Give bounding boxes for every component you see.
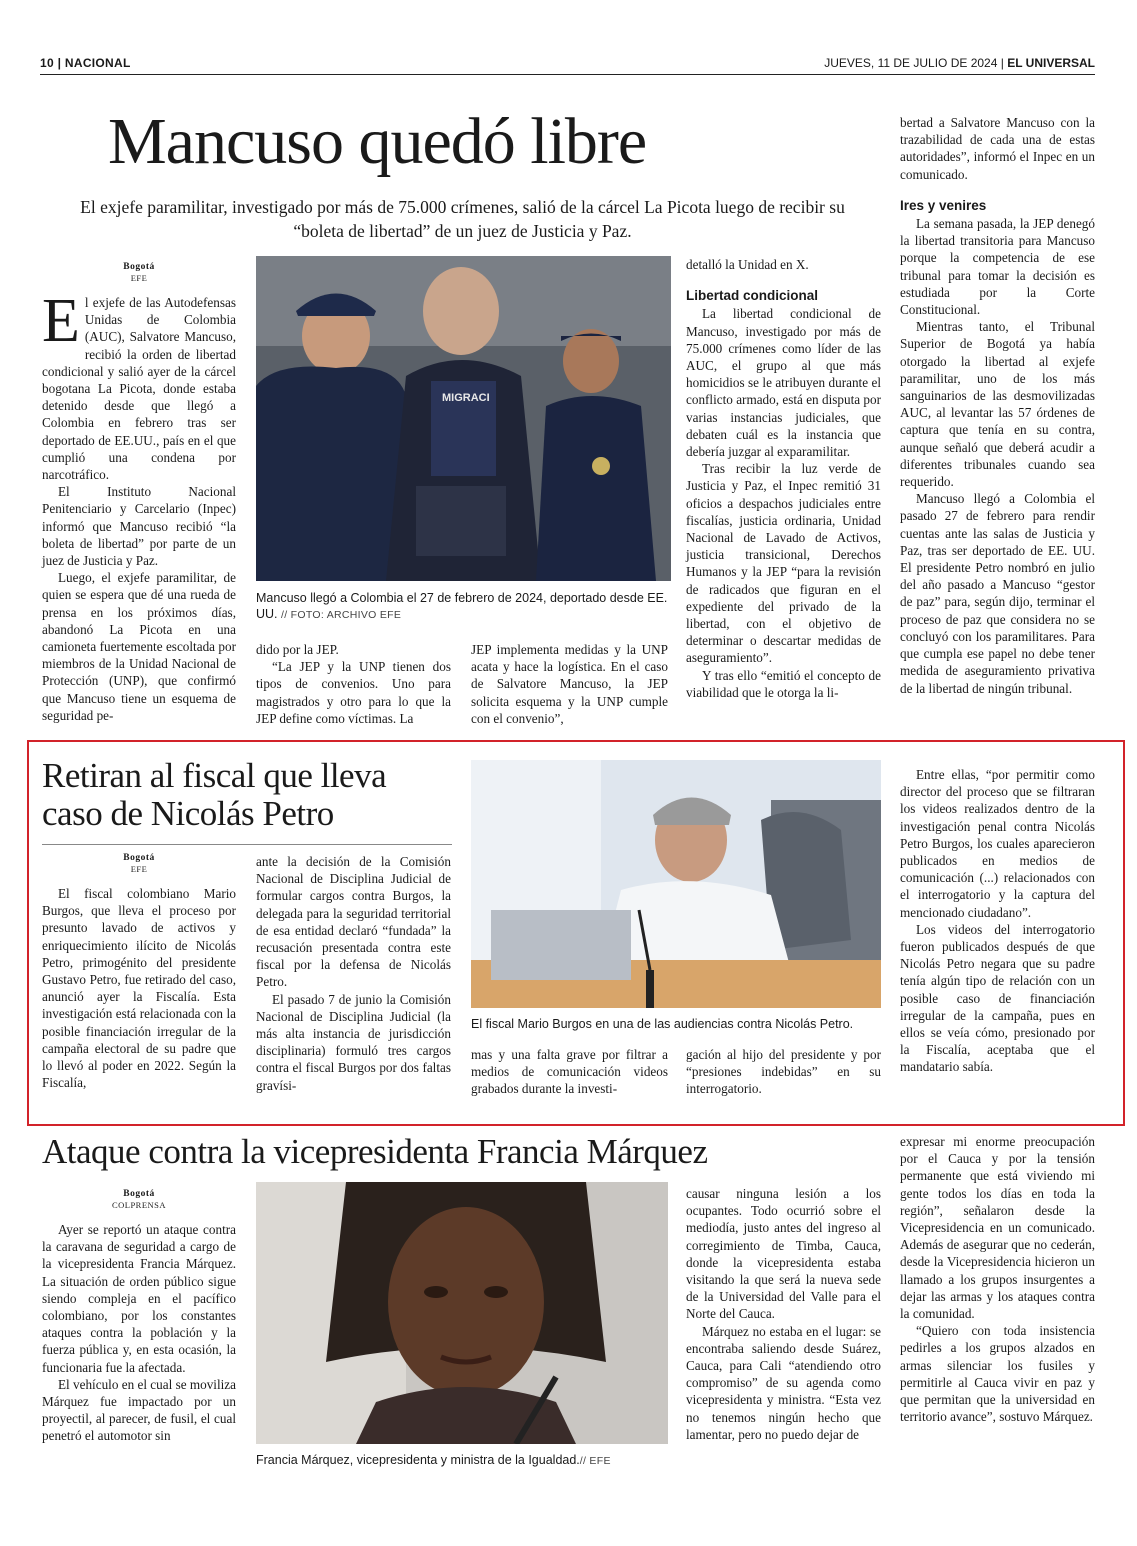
article1-column-5 — [900, 114, 1095, 697]
article2-column-1 — [42, 853, 236, 1091]
dateline-city: Bogotá — [123, 853, 155, 863]
title-line: Retiran al fiscal que lleva — [42, 756, 387, 795]
marquez-photo-caption — [256, 1452, 671, 1469]
burgos-photo-caption: El fiscal Mario Burgos en una de las audiencias contra Nicolás Petro. — [471, 1017, 854, 1031]
article3-paragraph: causar ninguna lesión a los ocupantes. Todo ocurrió sobre el mediodía, justo antes del ingreso al corregimiento de Timba, Cauca, donde la vicepresidenta estaba visitando la que será la nueva sede de la Universidad del Valle para el Norte del Cauca. — [686, 1186, 881, 1322]
caption-text: Mancuso llegó a Colombia el 27 de febrero de 2024, deportado desde EE. UU. — [256, 591, 668, 621]
article1-paragraph — [42, 287, 236, 483]
article1-subhead-libertad: Libertad condicional — [686, 288, 819, 304]
caption-text: Francia Márquez, vicepresidenta y ministra de la Igualdad. — [256, 1453, 580, 1467]
article1-paragraph: La libertad condicional de Mancuso, investigado por más de 75.000 crímenes como líder de las AUC, el grupo al que más homicidios se le atribuyen durante el conflicto armado, está en disputa por varias instancias judiciales, que debaten cuál es la instancia que debería juzgar al exparamilitar. — [686, 306, 881, 460]
article2-paragraph: mas y una falta grave por filtrar a medios de comunicación videos grabados durante la investi- — [471, 1047, 668, 1097]
article3-paragraph: Márquez no estaba en el lugar: se encontraba saliendo desde Suárez, Cauca, para Cali “atendiendo otro compromiso” de su agenda como vicepresidenta y ministra. “Esta vez no tenemos ningún hecho que lamentar, pero no puedo dejar de — [686, 1323, 881, 1442]
article2-dateline — [42, 853, 236, 875]
article2-paragraph: ante la decisión de la Comisión Nacional de Disciplina Judicial de formular cargos contra Burgos, la delegada para la seguridad territorial de esa entidad declaró “fundada” la recusación presentada contra este fiscal por la defensa de Nicolás Petro. — [256, 854, 451, 990]
dateline-agency: EFE — [130, 273, 148, 283]
article2-column-2 — [256, 853, 451, 1094]
issue-date: JUEVES, 11 DE JULIO DE 2024 — [824, 56, 998, 70]
photo-credit: // FOTO: ARCHIVO EFE — [281, 609, 402, 621]
title-line: caso de Nicolás Petro — [42, 794, 334, 833]
article3-column-5 — [900, 1133, 1095, 1425]
article1-paragraph: “La JEP y la UNP tienen dos tipos de convenios. Uno para magistrados y otro para lo que la JEP define como víctimas. La — [256, 659, 451, 726]
article2-paragraph: El fiscal colombiano Mario Burgos, que lleva el proceso por presunto lavado de activos y enriquecimiento ilícito de Nicolás Petro, primogénito del presidente Gustavo Petro, fue retirado del caso, anunció ayer la Fiscalía. Esta investigación está relacionada con la posible financiación irregular de la campaña electoral de su padre que lo llevó al poder en 2022. Según la Fiscalía, — [42, 886, 236, 1091]
dateline-city: Bogotá — [123, 262, 155, 272]
paragraph-text: l exjefe de las Autodefensas Unidas de Colombia (AUC), Salvatore Mancuso, recibió la orden de libertad condicional y salió ayer de la cárcel bogotana La Picota, donde estaba detenido desde que llegó a Colombia en febrero tras ser deportado de EE.UU., país en el que cumplió una condena por narcotráfico. — [42, 295, 236, 483]
article1-title: Mancuso quedó libre — [108, 105, 647, 178]
article2-title — [42, 757, 386, 833]
article2-paragraph: Entre ellas, “por permitir como director del proceso que se filtraran los videos realizados dentro de la investigación penal contra Nicolás Petro Burgos, los cuales aparecieron publicados en medios de comunicación (...) relacionados con el interrogatorio y la captura del mencionado ciudadano”. — [900, 767, 1095, 920]
newspaper-name: EL UNIVERSAL — [1007, 56, 1095, 70]
article3-column-4 — [686, 1185, 881, 1443]
article1-subhead-ires: Ires y venires — [900, 197, 987, 213]
burgos-photo-illustration — [471, 760, 881, 1008]
burgos-photo — [471, 760, 881, 1008]
article1-paragraph: detalló la Unidad en X. — [686, 257, 809, 272]
article3-paragraph: expresar mi enorme preocupación por el Cauca y por la tensión permanente que está viviendo mi gente todos los días en toda la región”, señalaron desde la Vicepresidencia en un comunicado. Además de asegurar que no cederán, desde la Vicepresidencia hicieron un llamado a los grupos insurgentes a dejar las armas y los ataques contra la comunidad. — [900, 1134, 1095, 1322]
article1-dateline — [42, 262, 236, 284]
article2-title-rule — [42, 844, 452, 845]
article3-title: Ataque contra la vicepresidenta Francia Márquez — [42, 1132, 708, 1171]
article1-paragraph: Mancuso llegó a Colombia el pasado 27 de febrero para rendir cuentas ante las salas de Justicia y Paz, tras ser deportado de EE. UU. El presidente Petro nombró en julio del año pasado a Mancuso “gestor de paz” para, según dijo, terminar el proceso de paz que considera no se concluyó con los paramilitares. Para que cumpla ese papel no debe tener medida de aseguramiento privativa de la libertad de ningún tribunal. — [900, 491, 1095, 696]
article1-paragraph: Mientras tanto, el Tribunal Superior de Bogotá ya había otorgado la libertad al exjefe paramilitar, uno de los más sanguinarios de las desmovilizadas AUC, al levantar las 57 órdenes de captura que tenía en su contra, aunque señaló que deberá acudir a diferentes tribunales cuando sea requerido. — [900, 319, 1095, 490]
article1-paragraph: La semana pasada, la JEP denegó la libertad transitoria para Mancuso porque la competencia de ese tribunal para tomar la decisión es estudiada por la Corte Constitucional. — [900, 216, 1095, 318]
article1-paragraph: Tras recibir la luz verde de Justicia y Paz, el Inpec remitió 31 oficios a despachos judiciales entre fiscalías, justicia ordinaria, Unidad Nacional de Lavado de Activos, justicia transicional, Derechos Humanos y la JEP “para la revisión de radicados que figuran en el expediente del privado de la libertad, con el objetivo de determinar o descartar medidas de aseguramiento”. — [686, 461, 881, 666]
page-date-header: JUEVES, 11 DE JULIO DE 2024 | EL UNIVERSAL — [824, 56, 1095, 70]
article1-column-4 — [686, 256, 881, 701]
article3-paragraph: El vehículo en el cual se moviliza Márquez fue impactado por un proyectil, al parecer, de fusil, el cual penetró el automotor sin — [42, 1376, 236, 1444]
article1-paragraph: bertad a Salvatore Mancuso con la trazabilidad de cada una de estas autoridades”, informó el Inpec en un comunicado. — [900, 115, 1095, 182]
drop-cap: E — [42, 287, 80, 355]
dateline-agency: EFE — [130, 864, 148, 874]
section-name: NACIONAL — [64, 56, 131, 70]
article1-deck: El exjefe paramilitar, investigado por más de 75.000 crímenes, salió de la cárcel La Picota luego de recibir su “boleta de libertad” de un juez de Justicia y Paz. — [80, 197, 845, 241]
article3-dateline — [42, 1189, 236, 1211]
article2-column-5 — [900, 766, 1095, 1076]
article1-column-3 — [471, 641, 668, 727]
article1-paragraph: Y tras ello “emitió el concepto de viabilidad que le otorga la li- — [686, 667, 881, 700]
article1-column-1 — [42, 262, 236, 724]
page-number: 10 — [40, 56, 54, 70]
page-section-header: 10 | NACIONAL — [40, 56, 131, 70]
marquez-photo-illustration — [256, 1182, 668, 1444]
article1-paragraph: Luego, el exjefe paramilitar, de quien se espera que dé una rueda de prensa en los próximos días, abandonó La Picota en una camioneta fuertemente escoltada por miembros de la Unidad Nacional de Protección (UNP), que confirmó que Mancuso tiene un esquema de seguridad pe- — [42, 570, 236, 723]
svg-text:MIGRACI: MIGRACI — [442, 392, 490, 404]
mancuso-photo-illustration — [256, 256, 671, 581]
article1-paragraph: El Instituto Nacional Penitenciario y Carcelario (Inpec) informó que Mancuso recibió “la boleta de libertad” por parte de un juez de Justicia y Paz. — [42, 484, 236, 569]
article3-paragraph: “Quiero con toda insistencia pedirles a los grupos alzados en armas silenciar los fusiles y permitirle al Cauca vivir en paz y que permitan que la universidad en territorio avance”, sostuvo Márquez. — [900, 1323, 1095, 1425]
article2-paragraph: gación al hijo del presidente y por “presiones indebidas” en su interrogatorio. — [686, 1047, 881, 1097]
article3-column-1 — [42, 1189, 236, 1445]
article2-paragraph: El pasado 7 de junio la Comisión Nacional de Disciplina Judicial (la más alta instancia de jurisdicción disciplinaria) formuló tres cargos contra el fiscal Burgos por dos faltas gravísi- — [256, 991, 451, 1093]
article2-column-3 — [471, 1046, 668, 1098]
article3-paragraph: Ayer se reportó un ataque contra la caravana de seguridad a cargo de la vicepresidenta Francia Márquez. La situación de orden público sigue siendo compleja en el pacífico colombiano, por los constantes ataques contra la población y la fuerza pública y, en esta ocasión, la funcionaria fue la afectada. — [42, 1222, 236, 1375]
dateline-agency: COLPRENSA — [111, 1200, 167, 1210]
article1-paragraph: dido por la JEP. — [256, 642, 339, 657]
mancuso-photo-caption — [256, 590, 671, 623]
photo-credit: // EFE — [579, 1455, 611, 1467]
article2-paragraph: Los videos del interrogatorio fueron publicados después de que Nicolás Petro negara que su padre tenía algún tipo de relación con un posible caso de financiación irregular de la campaña, pues en ellos se veía cómo, presionado por la Fiscalía, aceptaba que el mandatario sabía. — [900, 921, 1095, 1075]
article1-column-2 — [256, 641, 451, 727]
dateline-city: Bogotá — [123, 1189, 155, 1199]
article1-paragraph: JEP implementa medidas y la UNP acata y hace la logística. En el caso de Salvatore Mancuso, la JEP solicita esquema y la UNP cumple con el convenio”, — [471, 642, 668, 726]
mancuso-photo — [256, 256, 671, 581]
article2-column-4 — [686, 1046, 881, 1098]
marquez-photo — [256, 1182, 668, 1444]
header-rule — [40, 74, 1095, 75]
